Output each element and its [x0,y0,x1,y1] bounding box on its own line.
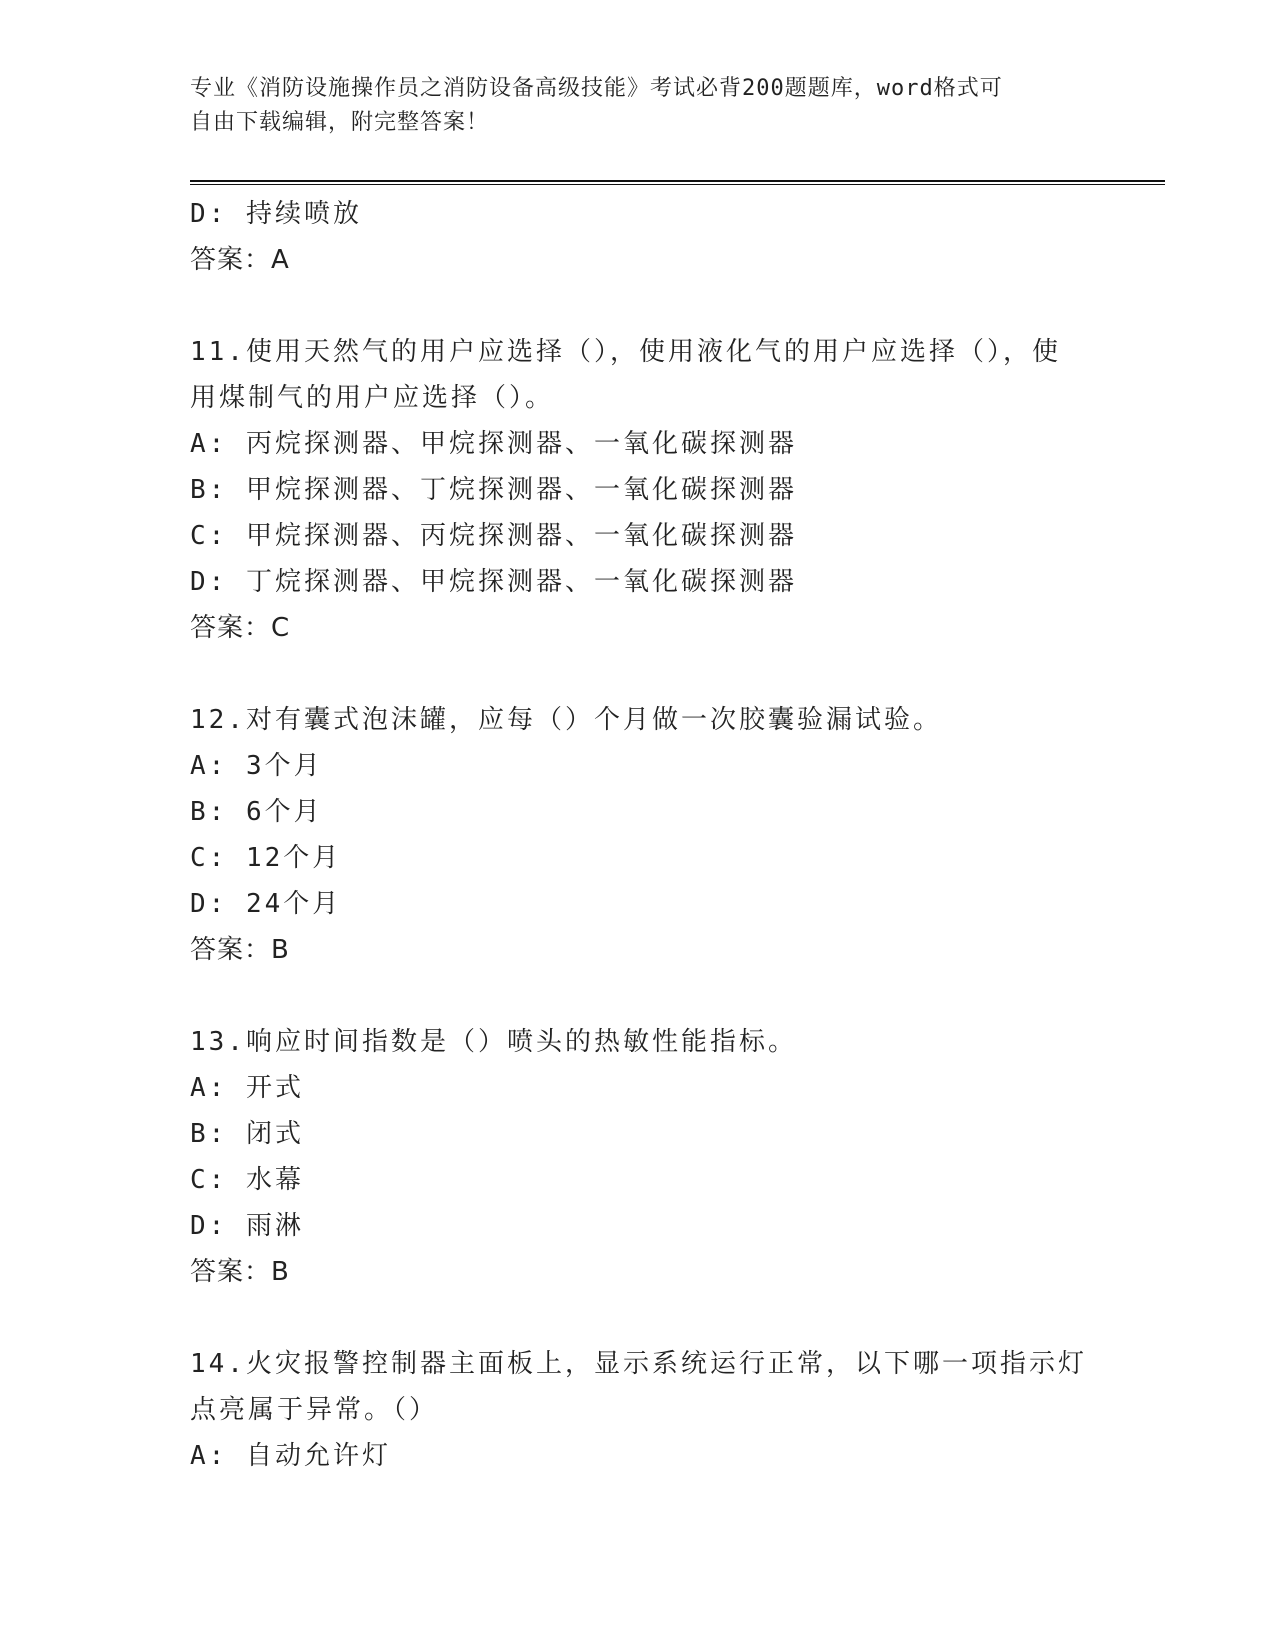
question-12-stem: 12.对有囊式泡沫罐，应每（）个月做一次胶囊验漏试验。 [190,705,942,735]
spacer [190,283,1090,329]
question-11-stem-line-1: 11.使用天然气的用户应选择（），使用液化气的用户应选择（），使 [190,337,1061,367]
header-divider [190,180,1165,185]
question-12 [190,697,1090,973]
question-13-option-d: D: 雨淋 [190,1211,304,1241]
document-header [190,72,1080,140]
question-11-option-b: B: 甲烷探测器、丁烷探测器、一氧化碳探测器 [190,475,797,505]
question-12-option-a: A: 3个月 [190,751,323,781]
spacer [190,651,1090,697]
question-11-answer: 答案：C [190,613,291,643]
question-13-stem: 13.响应时间指数是（）喷头的热敏性能指标。 [190,1027,797,1057]
spacer [190,973,1090,1019]
question-14-stem-line-1: 14.火灾报警控制器主面板上，显示系统运行正常，以下哪一项指示灯 [190,1349,1087,1379]
question-11 [190,329,1090,651]
header-title-line-1: 专业《消防设施操作员之消防设备高级技能》考试必背200题题库，word格式可 [190,76,1003,101]
question-11-option-c: C: 甲烷探测器、丙烷探测器、一氧化碳探测器 [190,521,797,551]
question-14 [190,1341,1090,1479]
question-13-option-c: C: 水幕 [190,1165,304,1195]
question-13-option-a: A: 开式 [190,1073,304,1103]
question-12-option-d: D: 24个月 [190,889,342,919]
question-13-option-b: B: 闭式 [190,1119,304,1149]
question-14-option-a: A: 自动允许灯 [190,1441,391,1471]
question-12-answer: 答案：B [190,935,290,965]
prev-option-d: D: 持续喷放 [190,199,362,229]
question-11-option-d: D: 丁烷探测器、甲烷探测器、一氧化碳探测器 [190,567,797,597]
prev-answer: 答案：A [190,245,290,275]
question-12-option-c: C: 12个月 [190,843,342,873]
header-title-line-2: 自由下载编辑，附完整答案！ [190,110,490,135]
question-11-stem-line-2: 用煤制气的用户应选择（）。 [190,383,555,413]
spacer [190,1295,1090,1341]
question-content [190,191,1090,1479]
question-12-option-b: B: 6个月 [190,797,323,827]
question-11-option-a: A: 丙烷探测器、甲烷探测器、一氧化碳探测器 [190,429,797,459]
question-14-stem-line-2: 点亮属于异常。（） [190,1395,439,1425]
question-13-answer: 答案：B [190,1257,290,1287]
question-13 [190,1019,1090,1295]
